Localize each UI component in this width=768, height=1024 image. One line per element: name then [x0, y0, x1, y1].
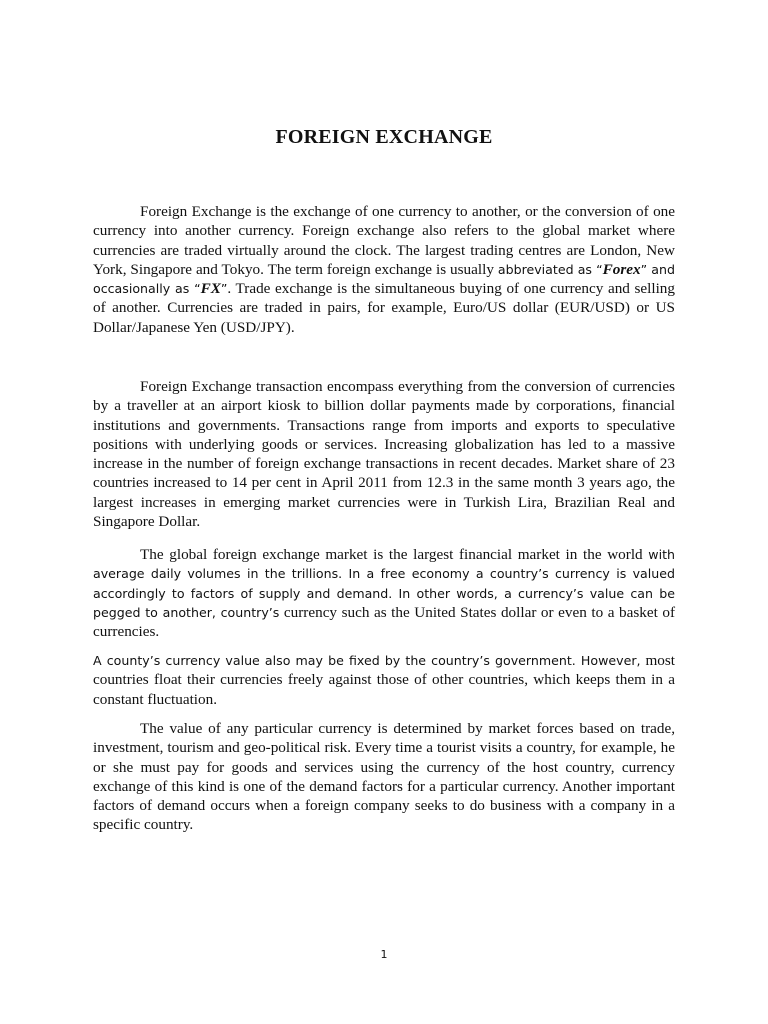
page-title: FOREIGN EXCHANGE: [275, 126, 493, 148]
page-number: 1: [380, 948, 388, 961]
paragraph-1-text-a: Foreign Exchange is the exchange of one currency to another, or the conversion of one currency into another currency. Foreign exchange also refers to the global market where currencies are traded virtually around the clock. The largest trading centres are London, New York, Singapore and Tokyo. The term foreign exchange is usually: [93, 203, 675, 278]
paragraph-1: [93, 202, 675, 337]
paragraph-3-text-a: The global foreign exchange market is the largest financial market in the world: [140, 546, 649, 563]
paragraph-1-text: [93, 202, 675, 337]
paragraph-5-text: The value of any particular currency is determined by market forces based on trade, investment, tourism and geo-political risk. Every time a tourist visits a country, for example, he or she must pay for goods and services using the currency of the host country, currency exchange of this kind is one of the demand factors for a particular currency. Another important factors of demand occurs when a foreign company seeks to do business with a company in a specific country.: [93, 720, 675, 834]
paragraph-4: [93, 651, 675, 709]
paragraph-3: [93, 545, 675, 641]
paragraph-2-text: Foreign Exchange transaction encompass everything from the conversion of currencies by a traveller at an airport kiosk to billion dollar payments made by corporations, financial institutions and governments. Transactions range from imports and exports to speculative positions with underlying goods or services. Increasing globalization has led to a massive increase in the number of foreign exchange transactions in recent decades. Market share of 23 countries increased to 14 per cent in April 2011 from 12.3 in the same month 3 years ago, the largest increases in emerging market currencies were in Turkish Lira, Brazilian Real and Singapore Dollar.: [93, 378, 675, 531]
paragraph-4-text: [93, 651, 675, 709]
paragraph-5: [93, 719, 675, 835]
term-forex: Forex: [602, 260, 641, 278]
paragraph-1-sans-c: ”: [220, 281, 228, 297]
term-fx: FX: [200, 280, 221, 298]
paragraph-3-text-b: currency such as the United States dollar or even to a basket of currencies.: [93, 603, 675, 641]
paragraph-3-text: [93, 545, 675, 641]
paragraph-2: [93, 377, 675, 531]
paragraph-1-text-b: . Trade exchange is the simultaneous buying of one currency and selling of another. Currencies are traded in pairs, for example, Euro/US dollar (EUR/USD) or US Dollar/Japanese Yen (USD/JPY).: [93, 280, 675, 336]
paragraph-1-sans-a: abbreviated as “: [497, 261, 603, 277]
paragraph-1-sans-b: ” and occasionally as “: [93, 261, 675, 297]
paragraph-4-text-b: most countries float their currencies freely against those of other countries, which keeps them in a constant fluctuation.: [93, 652, 675, 708]
paragraph-3-sans-a: with average daily volumes in the trillions. In a free economy a country’s currency is valued accordingly to factors of supply and demand. In other words, a currency’s value can be pegged to another, country’s: [93, 547, 675, 620]
paragraph-4-sans-a: A county’s currency value also may be fixed by the country’s government. However,: [93, 653, 641, 668]
